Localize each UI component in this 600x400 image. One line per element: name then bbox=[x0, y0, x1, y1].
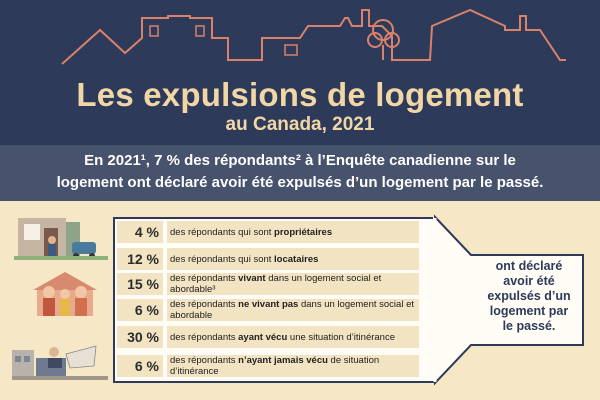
callout-line: avoir été bbox=[503, 274, 555, 288]
homeowner-illustration-icon bbox=[12, 212, 110, 264]
list-item bbox=[117, 355, 419, 377]
stat-description: des répondants ne vivant pas dans un logement social et abordable bbox=[167, 299, 419, 321]
homeless-illustration-icon bbox=[10, 336, 110, 382]
page-subtitle: au Canada, 2021 bbox=[225, 114, 375, 135]
list-item bbox=[117, 248, 419, 270]
callout-line: le passé. bbox=[502, 319, 556, 333]
house-skyline-icon bbox=[0, 0, 600, 75]
stat-description: des répondants n’ayant jamais vécu de situation d’itinérance bbox=[167, 355, 419, 377]
intro-line-2: logement ont déclaré avoir été expulsés d’un logement par le passé. bbox=[56, 174, 544, 191]
list-item bbox=[117, 221, 419, 243]
stat-percentage: 4 % bbox=[117, 221, 163, 243]
stat-percentage: 6 % bbox=[117, 299, 163, 321]
callout-line: ont déclaré bbox=[495, 259, 563, 273]
stat-description: des répondants vivant dans un logement social et abordable³ bbox=[167, 273, 419, 295]
family-illustration-icon bbox=[25, 268, 105, 316]
stat-percentage: 6 % bbox=[117, 355, 163, 377]
list-item bbox=[117, 273, 419, 295]
intro-line-1: En 2021¹, 7 % des répondants² à l’Enquête canadienne sur le bbox=[84, 152, 516, 169]
stat-description: des répondants qui sont locataires bbox=[167, 248, 419, 270]
callout-line: expulsés d’un bbox=[487, 289, 571, 303]
callout-line: logement par bbox=[489, 304, 569, 318]
stat-description: des répondants ayant vécu une situation d’itinérance bbox=[167, 326, 419, 348]
stat-percentage: 30 % bbox=[117, 326, 163, 348]
stat-description: des répondants qui sont propriétaires bbox=[167, 221, 419, 243]
list-item bbox=[117, 326, 419, 348]
header-banner bbox=[0, 0, 600, 145]
callout-text bbox=[478, 259, 580, 334]
stat-percentage: 15 % bbox=[117, 273, 163, 295]
list-item bbox=[117, 299, 419, 321]
page-title: Les expulsions de logement bbox=[76, 76, 524, 113]
stat-percentage: 12 % bbox=[117, 248, 163, 270]
intro-band bbox=[0, 145, 600, 201]
